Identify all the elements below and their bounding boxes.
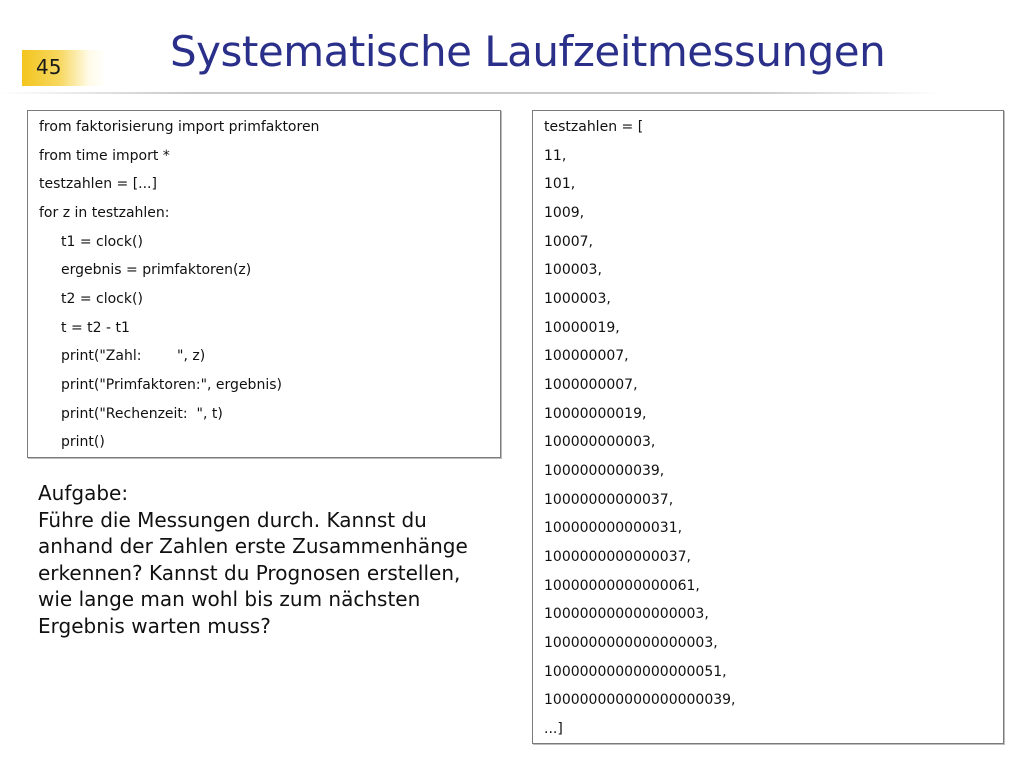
- task-text: [38, 480, 488, 639]
- number-line: testzahlen = [: [544, 119, 644, 135]
- number-line: 100000000000031,: [544, 520, 683, 536]
- number-line: 1000000000000000003,: [544, 635, 718, 651]
- task-line: wie lange man wohl bis zum nächsten: [38, 587, 421, 611]
- code-line: print("Primfaktoren:", ergebnis): [61, 377, 282, 393]
- task-line: Ergebnis warten muss?: [38, 613, 271, 638]
- number-line: 10000000000000061,: [544, 578, 700, 594]
- code-line: t2 = clock(): [61, 291, 143, 307]
- code-listing-box: [27, 110, 501, 458]
- slide-number: 45: [36, 55, 62, 79]
- number-line: 101,: [544, 176, 576, 192]
- task-line: Führe die Messungen durch. Kannst du: [38, 507, 427, 532]
- code-line: print("Rechenzeit: ", t): [61, 406, 223, 422]
- number-line: 1000003,: [544, 291, 611, 307]
- number-line: 100000000000000000039,: [544, 692, 736, 708]
- number-line: ...]: [544, 721, 563, 737]
- number-line: 100000000000000003,: [544, 606, 709, 622]
- task-line: erkennen? Kannst du Prognosen erstellen,: [38, 560, 461, 585]
- number-line: 100000000003,: [544, 434, 656, 450]
- number-line: 11,: [544, 148, 567, 164]
- code-line: for z in testzahlen:: [39, 205, 170, 221]
- number-line: 10000000019,: [544, 406, 647, 422]
- number-line: 1009,: [544, 205, 585, 221]
- number-line: 10000000000037,: [544, 492, 674, 508]
- code-line: print(): [61, 434, 105, 450]
- task-heading: Aufgabe:: [38, 481, 129, 505]
- code-line: from time import *: [39, 148, 170, 164]
- test-numbers-box: [532, 110, 1004, 744]
- code-line: t1 = clock(): [61, 234, 143, 250]
- title-divider: [0, 92, 940, 94]
- code-line: print("Zahl: ", z): [61, 348, 206, 364]
- number-line: 10000000000000000051,: [544, 664, 727, 680]
- number-line: 10000019,: [544, 320, 620, 336]
- number-line: 1000000007,: [544, 377, 638, 393]
- code-line: t = t2 - t1: [61, 320, 130, 336]
- number-line: 100000007,: [544, 348, 629, 364]
- page-title: Systematische Laufzeitmessungen: [170, 27, 886, 76]
- task-line: anhand der Zahlen erste Zusammenhänge: [38, 534, 468, 558]
- number-line: 1000000000039,: [544, 463, 665, 479]
- slide-number-badge: [22, 50, 106, 86]
- number-line: 100003,: [544, 262, 602, 278]
- code-line: testzahlen = [...]: [39, 176, 157, 192]
- code-line: ergebnis = primfaktoren(z): [61, 262, 252, 278]
- code-line: from faktorisierung import primfaktoren: [39, 119, 320, 135]
- number-line: 1000000000000037,: [544, 549, 691, 565]
- number-line: 10007,: [544, 234, 593, 250]
